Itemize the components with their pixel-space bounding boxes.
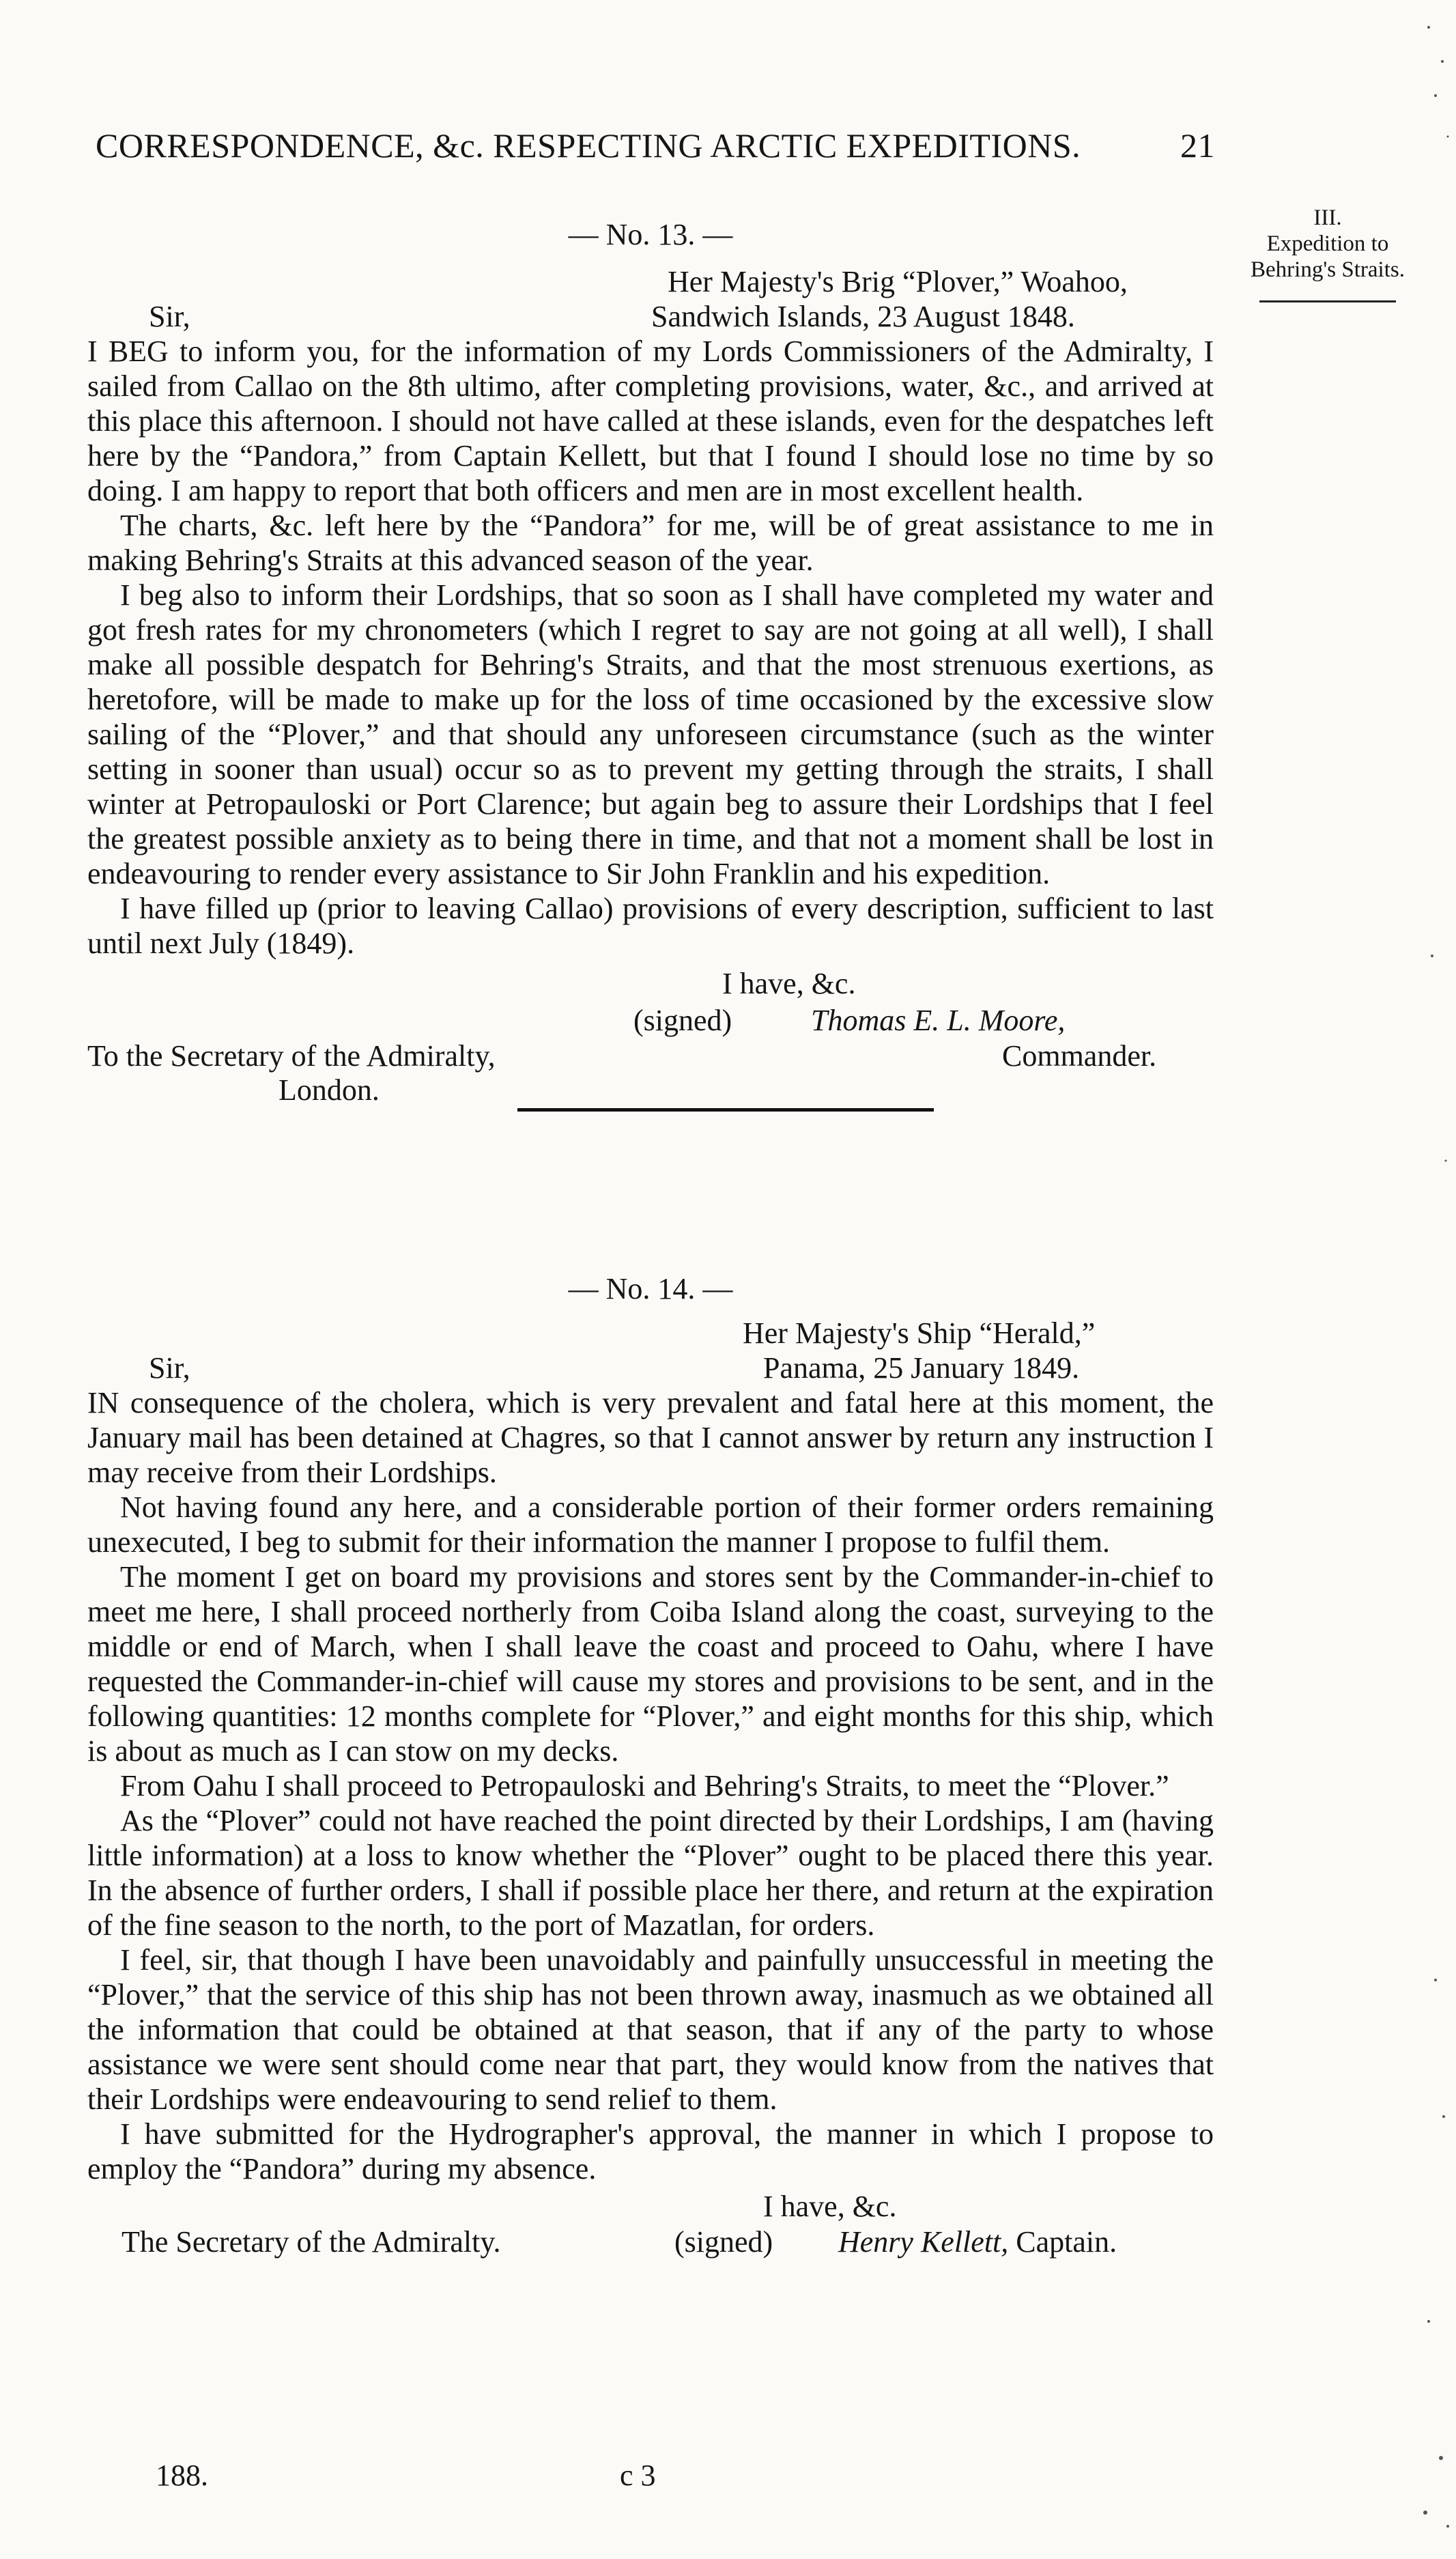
- letter-13-addressee: To the Secretary of the Admiralty,: [87, 1039, 496, 1073]
- running-title: CORRESPONDENCE, &c. RESPECTING ARCTIC EXPEDITIONS.: [96, 126, 1081, 165]
- letter-14-dateline-place: Panama, 25 January 1849.: [763, 1351, 1080, 1385]
- margin-note-line: Behring's Straits.: [1251, 257, 1405, 282]
- running-head: [96, 126, 1215, 165]
- letter-13-dateline-place: Sandwich Islands, 23 August 1848.: [651, 300, 1075, 333]
- letter-14-signed-label: (signed): [674, 2225, 773, 2259]
- footer-sessional-number: 188.: [156, 2459, 208, 2492]
- letter-13-salutation: Sir,: [149, 300, 190, 333]
- letter-13-dateline: Her Majesty's Brig “Plover,” Woahoo,: [668, 265, 1128, 298]
- letter-13-signatory: Thomas E. L. Moore,: [811, 1004, 1066, 1037]
- scan-edge-specks: [1415, 0, 1456, 2559]
- letter-13-paragraph: The charts, &c. left here by the “Pandora” for me, will be of great assistance to me in making Behring's Straits at this advanced season of the year.: [87, 509, 1214, 577]
- letter-14-paragraph: From Oahu I shall proceed to Petropauloski and Behring's Straits, to meet the “Plover.”: [120, 1769, 1169, 1802]
- letter-14-paragraph: IN consequence of the cholera, which is very prevalent and fatal here at this moment, the January mail has been detained at Chagres, so that I cannot answer by return any instruction I may receive from their Lordships.: [87, 1386, 1214, 1489]
- letter-13-paragraph: I BEG to inform you, for the information of my Lords Commissioners of the Admiralty, I sailed from Callao on the 8th ultimo, after completing provisions, water, &c., and arrived at this place this afternoon. I should not have called at these islands, even for the despatches left here by the “Pandora,” from Captain Kellett, but that I found I should lose no time by so doing. I am happy to report that both officers and men are in most excellent health.: [87, 335, 1214, 507]
- letter-14-rank: Captain.: [1016, 2225, 1117, 2259]
- letter-14-dateline: Her Majesty's Ship “Herald,”: [743, 1316, 1096, 1350]
- margin-note-line: Expedition to: [1266, 231, 1389, 256]
- letter-14-signatory: Henry Kellett,: [838, 2225, 1009, 2259]
- letter-14-salutation-row: [87, 1351, 1214, 1385]
- letter-13: [87, 217, 1214, 1112]
- letter-14-paragraph: The moment I get on board my provisions and stores sent by the Commander-in-chief to meet me here, I shall proceed northerly from Coiba Island along the coast, surveying to the middle or end of March, when I shall leave the coast and proceed to Oahu, where I have requested the Commander-in-chief will cause my stores and provisions to be sent, and in the following quantities: 12 months complete for “Plover,” and eight months for this ship, which is about as much as I can stow on my decks.: [87, 1560, 1214, 1768]
- letter-13-number: — No. 13. —: [568, 218, 733, 251]
- letter-14-paragraph: Not having found any here, and a considerable portion of their former orders remaining unexecuted, I beg to submit for their information the manner I propose to fulfil them.: [87, 1490, 1214, 1559]
- page-number: 21: [1180, 126, 1215, 165]
- letter-13-rank: Commander.: [1002, 1039, 1157, 1073]
- letter-14-addressee: The Secretary of the Admiralty.: [122, 2225, 501, 2259]
- letter-14-paragraph: I feel, sir, that though I have been unavoidably and painfully unsuccessful in meeting the “Plover,” that the service of this ship has not been thrown away, inasmuch as we obtained all the information that could be obtained at that season, that if any of the party to whose assistance we were sent should come near that part, they would know from the natives that their Lordships were endeavouring to send relief to them.: [87, 1943, 1214, 2116]
- letter-13-salutation-row: [87, 299, 1214, 334]
- letter-14-paragraph: I have submitted for the Hydrographer's approval, the manner in which I propose to employ the “Pandora” during my absence.: [87, 2117, 1214, 2186]
- margin-note-rule: [1259, 300, 1396, 302]
- letter-13-signed-label: (signed): [633, 1004, 732, 1037]
- letter-14-number: — No. 14. —: [568, 1272, 733, 1305]
- letter-13-signoff: [87, 961, 1214, 1107]
- letter-14-closing: I have, &c.: [763, 2190, 897, 2223]
- letter-13-addressee-city: London.: [279, 1073, 380, 1107]
- letter-14-signature: [838, 2224, 1117, 2259]
- letter-13-paragraph: I beg also to inform their Lordships, that so soon as I shall have completed my water and got fresh rates for my chronometers (which I regret to say are not going at all well), I shall make all possible despatch for Behring's Straits, and that the most strenuous exertions, as heretofore, will be made to make up for the loss of time occasioned by the excessive slow sailing of the “Plover,” and that should any unforeseen circumstance (such as the winter setting in sooner than usual) occur so as to prevent my getting through the straits, I shall winter at Petropauloski or Port Clarence; but again beg to assure their Lordships that I feel the greatest possible anxiety as to being there in time, and that not a moment shall be lost in endeavouring to render every assistance to Sir John Franklin and his expedition.: [87, 578, 1214, 890]
- letter-14: [87, 1271, 1214, 2261]
- footer-signature-mark: c 3: [620, 2459, 656, 2492]
- margin-note: [1229, 205, 1427, 302]
- letter-14-signoff: [87, 2186, 1214, 2261]
- letter-14-salutation: Sir,: [149, 1351, 190, 1385]
- letter-14-paragraph: As the “Plover” could not have reached the point directed by their Lordships, I am (having little information) at a loss to know whether the “Plover” ought to be placed there this year. In the absence of further orders, I shall if possible place her there, and return at the expiration of the fine season to the north, to the port of Mazatlan, for orders.: [87, 1804, 1214, 1942]
- letter-13-paragraph: I have filled up (prior to leaving Callao) provisions of every description, sufficient to last until next July (1849).: [87, 892, 1214, 960]
- letter-13-closing: I have, &c.: [722, 967, 856, 1000]
- margin-note-section-number: III.: [1313, 206, 1342, 230]
- section-divider: [517, 1108, 934, 1112]
